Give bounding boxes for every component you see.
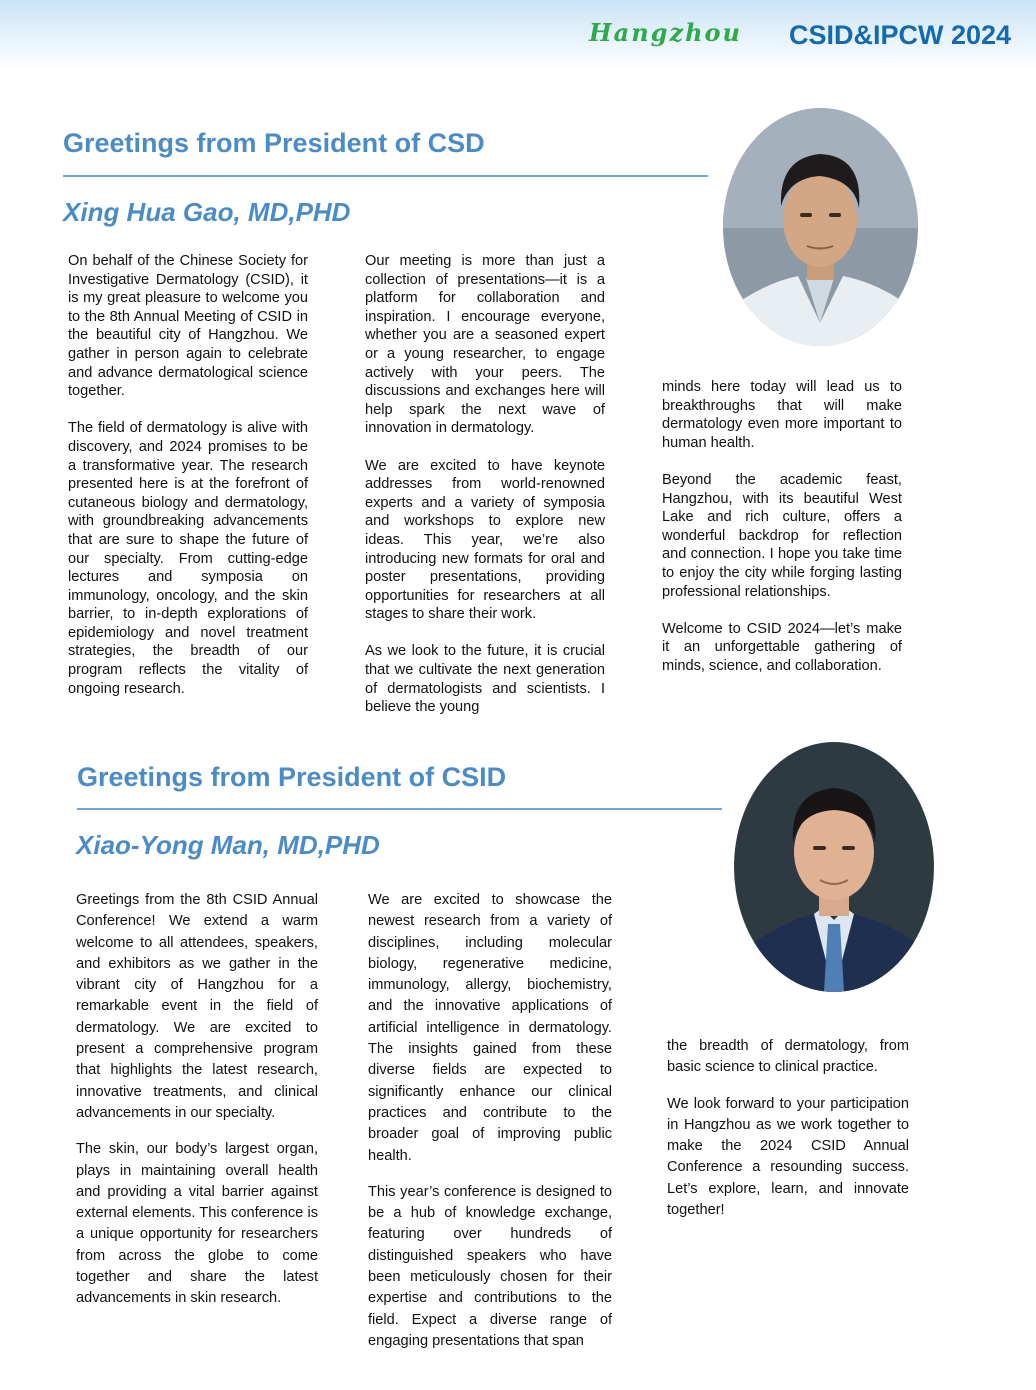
section-1-column-1 [68,252,308,698]
section-2-column-3 [667,1036,909,1221]
section-1-column-2 [365,252,605,717]
section-1-paragraph-1: On behalf of the Chinese Society for Investigative Dermatology (CSID), it is my great pleasure to welcome you to the 8th Annual Meeting of CSID in the beautiful city of Hangzhou. We gather in person again to celebrate and advance dermatological science together. [68,253,308,400]
section-2-title: Greetings from President of CSID [77,762,507,792]
header-conference-title: CSID&IPCW 2024 [789,20,1012,50]
section-1-column-3 [662,378,902,676]
portrait-xing-hua-gao [723,108,918,346]
header-band [0,0,1036,70]
section-1-paragraph-4: We are excited to have keynote addresses from world-renowned experts and a variety of symposia and workshops to explore new ideas. This year, we’re also introducing new formats for oral and poster presentations, providing opportunities for researchers at all stages to share their work. [365,457,605,623]
portrait-xiao-yong-man [734,742,934,992]
section-1-paragraph-3: Our meeting is more than just a collection of presentations—it is a platform for collaboration and inspiration. I encourage everyone, whether you are a seasoned expert or a young researcher, to engage actively with your peers. The discussions and exchanges here will help spark the next wave of innovation in dermatology. [365,253,605,437]
section-2-paragraph-6: We look forward to your participation in Hangzhou as we work together to make the 2024 CSID Annual Conference a resounding success. Let’s explore, learn, and innovate together! [667,1095,909,1219]
section-1-divider [63,175,708,177]
section-2-column-1 [76,890,318,1310]
section-1-paragraph-6: minds here today will lead us to breakthroughs that will make dermatology even more important to human health. [662,379,902,451]
section-2-paragraph-2: The skin, our body’s largest organ, plays in maintaining overall health and providing a vital barrier against external elements. This conference is a unique opportunity for researchers from across the globe to come together and share the latest advancements in skin research. [76,1141,318,1307]
header-city: Hangzhou [589,18,742,47]
section-1-author-name: Xing Hua Gao, MD,PHD [63,197,351,227]
section-1-paragraph-2: The field of dermatology is alive with discovery, and 2024 promises to be a transformative year. The research presented here is at the forefront of cutaneous biology and dermatology, with groundbreaking advancements that are sure to shape the future of our specialty. From cutting-edge lectures and symposia on immunology, oncology, and the skin barrier, to in-depth explorations of epidemiology and novel treatment strategies, the breadth of our program reflects the vitality of ongoing research. [68,420,308,697]
section-2-column-2 [368,890,612,1352]
section-2-paragraph-5: the breadth of dermatology, from basic science to clinical practice. [667,1038,909,1076]
section-1-paragraph-8: Welcome to CSID 2024—let’s make it an unforgettable gathering of minds, science, and collaboration. [662,620,902,674]
section-2-paragraph-1: Greetings from the 8th CSID Annual Conference! We extend a warm welcome to all attendees, speakers, and exhibitors as we gather in the vibrant city of Hangzhou for a remarkable event in the field of dermatology. We are excited to present a comprehensive program that highlights the latest research, innovative treatments, and clinical advancements in our specialty. [76,892,318,1121]
section-2-paragraph-3: We are excited to showcase the newest research from a variety of disciplines, including molecular biology, regenerative medicine, immunology, allergy, biochemistry, and the innovative applications of artificial intelligence in dermatology. The insights gained from these diverse fields are expected to significantly enhance our clinical practices and contribute to the broader goal of improving public health. [368,892,612,1164]
section-2-divider [77,808,722,810]
section-1-title: Greetings from President of CSD [63,128,485,158]
section-1-paragraph-5: As we look to the future, it is crucial that we cultivate the next generation of dermatologists and scientists. I believe the young [365,643,605,716]
section-2-author-name: Xiao-Yong Man, MD,PHD [76,830,380,860]
section-1-paragraph-7: Beyond the academic feast, Hangzhou, with its beautiful West Lake and rich culture, offers a wonderful backdrop for reflection and connection. I hope you take time to enjoy the city while forging lasting professional relationships. [662,471,902,600]
section-2-paragraph-4: This year’s conference is designed to be a hub of knowledge exchange, featuring over hundreds of distinguished speakers who have been meticulously chosen for their expertise and contributions to the field. Expect a diverse range of engaging presentations that span [368,1183,612,1349]
